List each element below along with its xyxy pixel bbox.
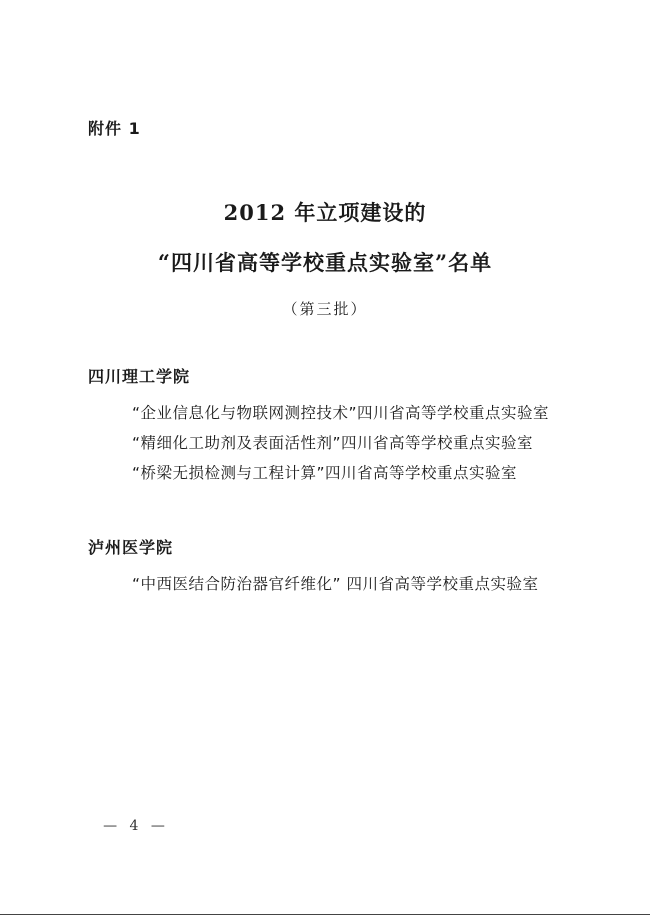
page-number: — 4 —	[103, 818, 169, 834]
lab-item: “精细化工助剂及表面活性剂”四川省高等学校重点实验室	[132, 434, 534, 452]
institution-section	[88, 366, 588, 488]
institution-section	[88, 537, 588, 599]
page-bottom-rule	[0, 914, 650, 915]
institution-name: 泸州医学院	[88, 538, 174, 557]
document-title-line-1: 2012 年立项建设的	[223, 200, 427, 225]
document-title-line-2: “四川省高等学校重点实验室”名单	[157, 250, 493, 275]
lab-list	[88, 398, 588, 488]
lab-item: “中西医结合防治器官纤维化” 四川省高等学校重点实验室	[132, 575, 539, 593]
attachment-label: 附件 1	[88, 119, 141, 138]
lab-item: “桥梁无损检测与工程计算”四川省高等学校重点实验室	[132, 464, 518, 482]
batch-label: （第三批）	[282, 300, 368, 318]
institution-name: 四川理工学院	[88, 367, 191, 386]
lab-list	[88, 569, 588, 599]
lab-item: “企业信息化与物联网测控技术”四川省高等学校重点实验室	[132, 404, 550, 422]
